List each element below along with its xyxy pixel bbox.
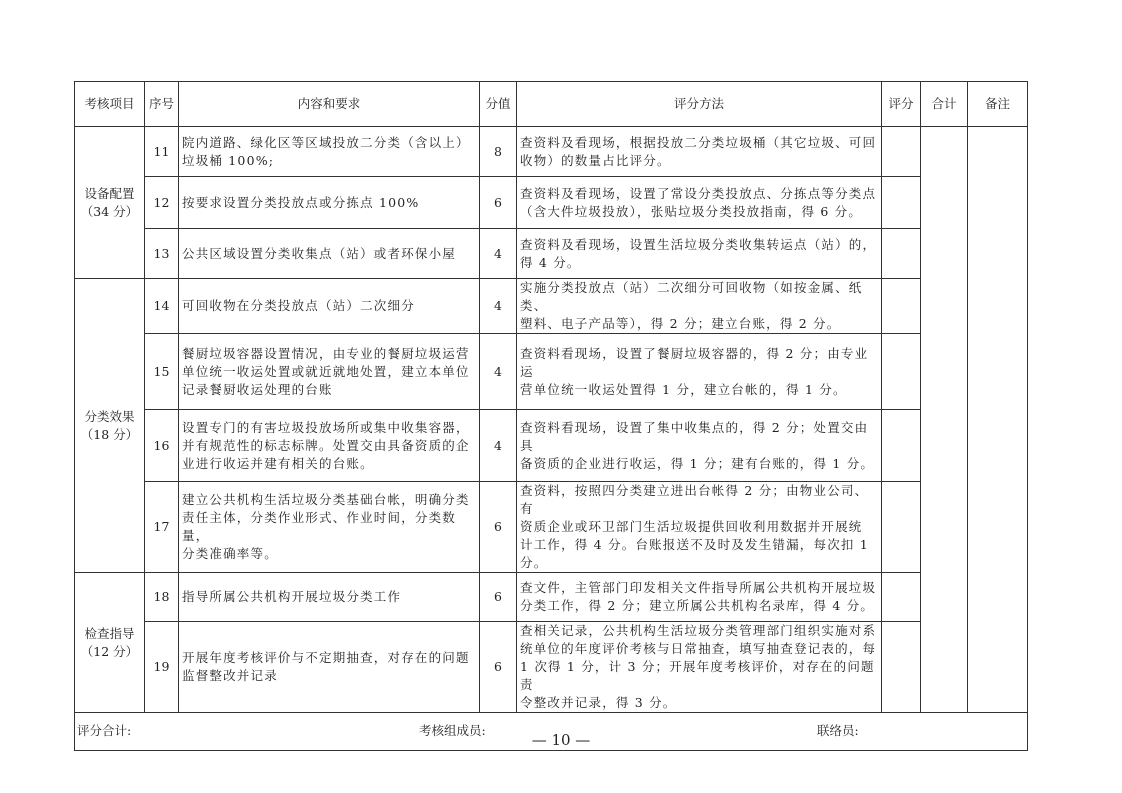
scoring-method-line: 计工作，得 4 分。台账报送不及时及发生错漏，每次扣 1 分。 [520, 537, 869, 570]
table-row [75, 410, 1028, 482]
item-content-line: 责任主体，分类作业形式、作业时间，分类数量， [182, 510, 457, 543]
scoring-method-line: 令整改并记录，得 3 分。 [520, 695, 677, 710]
score-input-cell[interactable] [882, 482, 921, 573]
item-number: 18 [145, 573, 179, 622]
item-content-line: 分类准确率等。 [182, 546, 278, 561]
category-cell-line: （12 分） [80, 643, 139, 659]
table-row [75, 482, 1028, 573]
scoring-method [517, 177, 882, 229]
item-number: 13 [145, 229, 179, 279]
item-points: 6 [480, 482, 517, 573]
item-points: 6 [480, 573, 517, 622]
table-row [75, 573, 1028, 622]
panel-members-label: 考核组成员: [419, 723, 486, 738]
scoring-method-line: 塑料、电子产品等），得 2 分；建立台账，得 2 分。 [520, 316, 841, 331]
item-number: 17 [145, 482, 179, 573]
header-content: 内容和要求 [179, 82, 480, 127]
scoring-method-line: 1 次得 1 分，计 3 分；开展年度考核评价，对存在的问题责 [520, 659, 875, 692]
score-input-cell[interactable] [882, 177, 921, 229]
table-row [75, 127, 1028, 177]
item-content [179, 573, 480, 622]
item-content-line: 开展年度考核评价与不定期抽查，对存在的问题 [182, 650, 470, 665]
score-input-cell[interactable] [882, 622, 921, 713]
scoring-method-line: 查相关记录，公共机构生活垃圾分类管理部门组织实施对系 [520, 623, 877, 638]
assessment-table [74, 81, 1028, 751]
scoring-method-line: 查资料及看现场，设置了常设分类投放点、分拣点等分类点 [520, 185, 877, 201]
scoring-method-line: 收物）的数量占比评分。 [520, 152, 671, 168]
scoring-method-line: 查资料看现场，设置了集中收集点的，得 2 分；处置交由具 [520, 419, 869, 453]
header-row [75, 82, 1028, 127]
scoring-method [517, 482, 882, 573]
score-input-cell[interactable] [882, 279, 921, 334]
scoring-method [517, 229, 882, 279]
header-number: 序号 [145, 82, 179, 127]
scoring-method-line: （含大件垃圾投放），张贴垃圾分类投放指南，得 6 分。 [520, 203, 863, 219]
category-cell-line: （34 分） [80, 203, 139, 219]
item-points: 4 [480, 334, 517, 410]
item-content [179, 127, 480, 177]
scoring-method-line: 分类工作，得 2 分；建立所属公共机构名录库，得 4 分。 [520, 598, 875, 613]
item-points: 4 [480, 410, 517, 482]
item-points: 4 [480, 229, 517, 279]
item-content [179, 177, 480, 229]
scoring-method-line: 统单位的年度评价考核与日常抽查，填写抽查登记表的，每 [520, 641, 877, 656]
scoring-method [517, 127, 882, 177]
item-content [179, 482, 480, 573]
table-row [75, 334, 1028, 410]
scoring-method-line: 得 4 分。 [520, 254, 581, 270]
score-input-cell[interactable] [882, 410, 921, 482]
category-cell-line: （18 分） [80, 426, 139, 442]
item-content [179, 279, 480, 334]
score-input-cell[interactable] [882, 229, 921, 279]
item-content-line: 监督整改并记录 [182, 668, 278, 683]
table-row [75, 229, 1028, 279]
scoring-method [517, 410, 882, 482]
scoring-method [517, 573, 882, 622]
item-content-line: 并有规范性的标志标牌。处置交由具备资质的企 [182, 437, 470, 453]
item-number: 12 [145, 177, 179, 229]
item-number: 14 [145, 279, 179, 334]
header-points: 分值 [480, 82, 517, 127]
header-total: 合计 [921, 82, 968, 127]
item-content-line: 建立公共机构生活垃圾分类基础台帐，明确分类 [182, 492, 470, 507]
item-points: 6 [480, 622, 517, 713]
table-body [75, 127, 1028, 713]
category-cell [75, 127, 145, 279]
table-row [75, 177, 1028, 229]
category-cell-line: 分类效果 [84, 408, 135, 424]
scoring-method-line: 查资料，按照四分类建立进出台帐得 2 分；由物业公司、有 [520, 483, 869, 516]
item-content [179, 622, 480, 713]
header-method: 评分方法 [517, 82, 882, 127]
header-category: 考核项目 [75, 82, 145, 127]
scoring-method-line: 备资质的企业进行收运，得 1 分；建有台账的，得 1 分。 [520, 455, 875, 471]
item-points: 6 [480, 177, 517, 229]
table-row [75, 279, 1028, 334]
scoring-method [517, 279, 882, 334]
item-number: 16 [145, 410, 179, 482]
item-number: 15 [145, 334, 179, 410]
item-number: 19 [145, 622, 179, 713]
scoring-method-line: 查文件，主管部门印发相关文件指导所属公共机构开展垃圾 [520, 580, 877, 595]
item-points: 8 [480, 127, 517, 177]
item-content [179, 334, 480, 410]
total-cell[interactable] [921, 127, 968, 713]
item-content-line: 设置专门的有害垃圾投放场所或集中收集容器， [182, 419, 470, 435]
total-score-label: 评分合计: [77, 723, 132, 738]
header-remarks: 备注 [968, 82, 1028, 127]
scoring-method-line: 查资料及看现场，设置生活垃圾分类收集转运点（站）的， [520, 236, 877, 252]
item-points: 4 [480, 279, 517, 334]
item-content-line: 院内道路、绿化区等区域投放二分类（含以上） [182, 134, 470, 150]
item-content [179, 229, 480, 279]
item-content-line: 垃圾桶 100%; [182, 152, 275, 168]
score-input-cell[interactable] [882, 334, 921, 410]
scoring-method-line: 实施分类投放点（站）二次细分可回收物（如按金属、纸类、 [520, 280, 863, 313]
header-score: 评分 [882, 82, 921, 127]
category-cell-line: 设备配置 [84, 185, 135, 201]
scoring-method-line: 营单位统一收运处置得 1 分，建立台帐的，得 1 分。 [520, 381, 847, 397]
scoring-method-line: 资质企业或环卫部门生活垃圾提供回收利用数据并开展统 [520, 519, 863, 534]
item-content-line: 业进行收运并建有相关的台账。 [182, 455, 374, 471]
category-cell [75, 573, 145, 713]
remarks-cell[interactable] [968, 127, 1028, 713]
category-cell-line: 检查指导 [84, 625, 135, 641]
item-content-line: 单位统一收运处置或就近就地处置，建立本单位 [182, 363, 470, 379]
scoring-method [517, 622, 882, 713]
table-row [75, 622, 1028, 713]
category-cell [75, 279, 145, 573]
scoring-method [517, 334, 882, 410]
score-input-cell[interactable] [882, 573, 921, 622]
item-content-line: 指导所属公共机构开展垃圾分类工作 [182, 589, 402, 604]
page-number: — 10 — [531, 731, 591, 749]
item-content-line: 可回收物在分类投放点（站）二次细分 [182, 298, 415, 313]
item-content-line: 记录餐厨收运处理的台账 [182, 381, 333, 397]
item-content [179, 410, 480, 482]
liaison-label: 联络员: [817, 723, 859, 738]
item-content-line: 餐厨垃圾容器设置情况，由专业的餐厨垃圾运营 [182, 345, 470, 361]
item-content-line: 公共区域设置分类收集点（站）或者环保小屋 [182, 245, 457, 261]
item-content-line: 按要求设置分类投放点或分拣点 100% [182, 194, 420, 210]
scoring-method-line: 查资料及看现场，根据投放二分类垃圾桶（其它垃圾、可回 [520, 134, 877, 150]
item-number: 11 [145, 127, 179, 177]
score-input-cell[interactable] [882, 127, 921, 177]
scoring-method-line: 查资料看现场，设置了餐厨垃圾容器的，得 2 分；由专业运 [520, 345, 869, 379]
